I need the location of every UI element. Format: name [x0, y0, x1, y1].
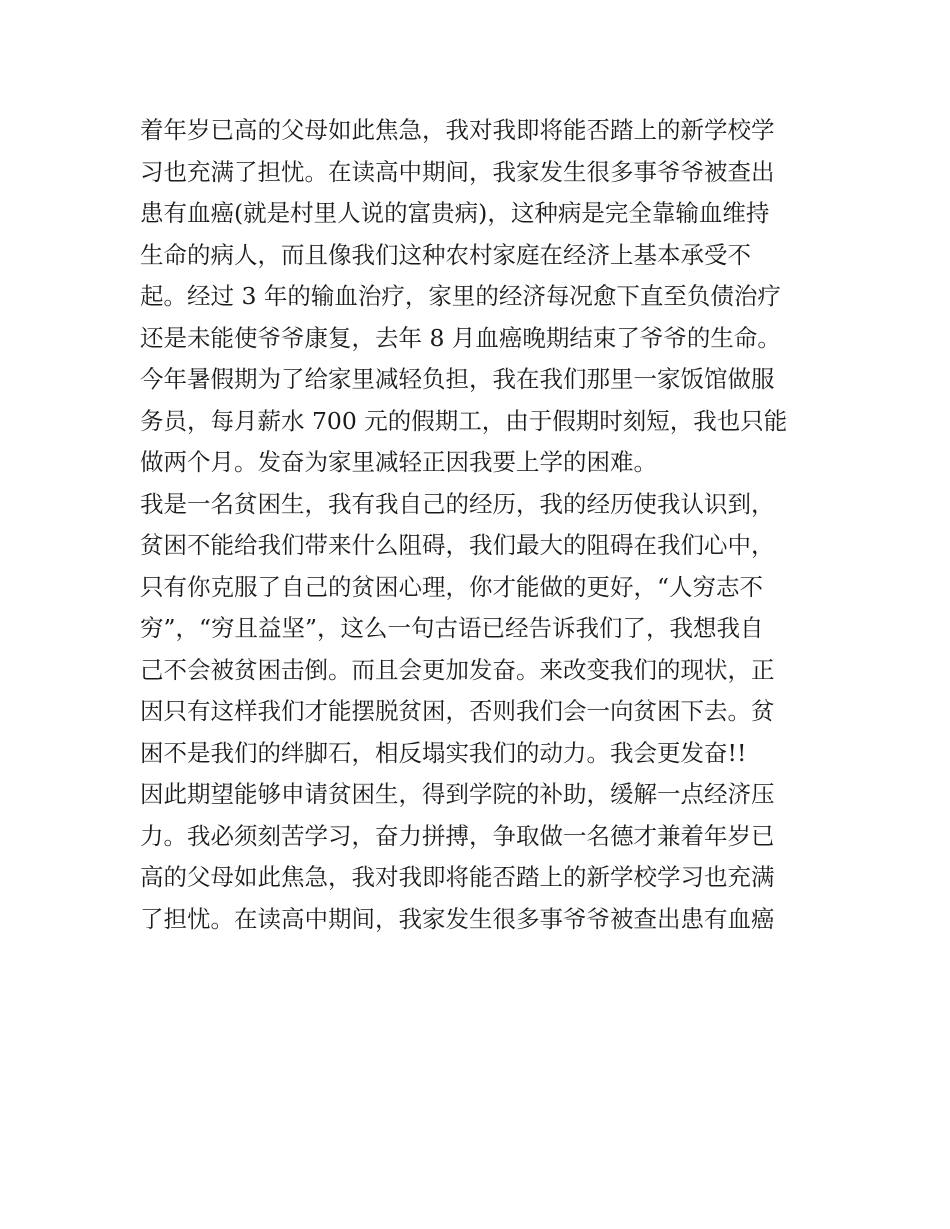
text-line: 着年岁已高的父母如此焦急，我对我即将能否踏上的新学校学 [140, 116, 775, 144]
body-text [140, 110, 830, 940]
text-line: 因此期望能够申请贫困生，得到学院的补助，缓解一点经济压 [140, 780, 775, 808]
text-line: 患有血癌(就是村里人说的富贵病)，这种病是完全靠输血维持 [140, 199, 770, 227]
text-line: 因只有这样我们才能摆脱贫困，否则我们会一向贫困下去。贫 [140, 697, 775, 725]
text-line: 己不会被贫困击倒。而且会更加发奋。来改变我们的现状，正 [140, 655, 775, 684]
text-line: 高的父母如此焦急，我对我即将能否踏上的新学校学习也充满 [140, 863, 775, 891]
text-line: 只有你克服了自己的贫困心理，你才能做的更好，“人穷志不 [140, 572, 764, 601]
text-line: 今年暑假期为了给家里减轻负担，我在我们那里一家饭馆做服 [140, 365, 775, 393]
text-line: 力。我必须刻苦学习，奋力拼搏，争取做一名德才兼着年岁已 [140, 821, 775, 850]
text-line: 我是一名贫困生，我有我自己的经历，我的经历使我认识到， [140, 489, 775, 518]
text-line: 起。经过 3 年的输血治疗，家里的经济每况愈下直至负债治疗 [140, 282, 781, 310]
text-line: 做两个月。发奋为家里减轻正因我要上学的困难。 [140, 448, 657, 476]
text-line: 穷”，“穷且益坚”，这么一句古语已经告诉我们了，我想我自 [140, 614, 764, 642]
text-line: 了担忧。在读高中期间，我家发生很多事爷爷被查出患有血癌 [140, 904, 775, 933]
text-line: 贫困不能给我们带来什么阻碍，我们最大的阻碍在我们心中， [140, 531, 775, 559]
text-line: 困不是我们的绊脚石，相反塌实我们的动力。我会更发奋!! [140, 738, 747, 767]
text-line: 还是未能使爷爷康复，去年 8 月血癌晚期结束了爷爷的生命。 [140, 323, 781, 352]
text-line: 习也充满了担忧。在读高中期间，我家发生很多事爷爷被查出 [140, 157, 775, 186]
text-line: 生命的病人，而且像我们这种农村家庭在经济上基本承受不 [140, 240, 751, 269]
text-line: 务员，每月薪水 700 元的假期工，由于假期时刻短，我也只能 [140, 406, 788, 435]
